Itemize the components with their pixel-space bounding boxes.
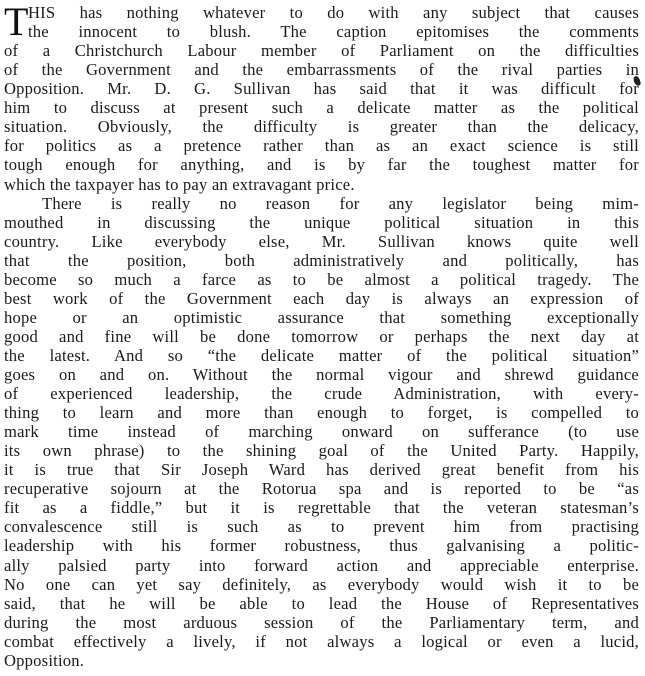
text-line: the latest. And so “the delicate matter of the political situation” [4, 345, 640, 365]
text-line: hope or an optimistic assurance that something exceptionally [4, 307, 639, 327]
text-line: said, that he will be able to lead the House of Representatives [4, 593, 640, 613]
text-line: recuperative sojourn at the Rotorua spa and is reported to be “as [4, 479, 639, 499]
text-line: fit as a fiddle,” but it is regrettable that the veteran statesman’s [4, 498, 639, 518]
text-line: good and fine will be done tomorrow or perhaps the next day at [4, 326, 640, 346]
text-line: combat effectively a lively, if not always a logical or even a lucid, [4, 631, 640, 651]
text-line: of a Christchurch Labour member of Parliament on the difficulties [4, 41, 640, 61]
text-line: that the position, both administratively and politically, has [4, 250, 640, 270]
text-line: of experienced leadership, the crude Administration, with every- [4, 384, 639, 403]
text-line: HIS has nothing whatever to do with any subject that causes [28, 3, 640, 22]
text-line: situation. Obviously, the difficulty is greater than the delicacy, [4, 117, 639, 137]
text-line: mouthed in discussing the unique political situation in this [4, 212, 639, 232]
drop-cap: T [4, 0, 29, 44]
text-line: There is really no reason for any legislator being mim- [42, 193, 640, 213]
text-line: convalescence still is such as to prevent him from practising [4, 517, 640, 537]
text-line: No one can yet say definitely, as everybody would wish it to be [4, 574, 640, 594]
text-line: ally palsied party into forward action and appreciable enterprise. [4, 555, 639, 575]
text-line: goes on and on. Without the normal vigour and shrewd guidance [4, 364, 639, 384]
text-line: become so much a farce as to be almost a political tragedy. The [4, 269, 640, 289]
text-line: mark time instead of marching onward on sufferance (to use [4, 422, 640, 442]
text-line: leadership with his former robustness, thus galvanising a politic- [4, 536, 639, 556]
text-line: best work of the Government each day is always an expression of [4, 288, 639, 308]
text-line: the innocent to blush. The caption epitomises the comments [28, 22, 640, 42]
text-line: tough enough for anything, and is by far the toughest matter for [4, 155, 640, 175]
text-line: Opposition. [4, 650, 85, 670]
text-line: which the taxpayer has to pay an extravagant price. [4, 174, 355, 194]
text-line: it is true that Sir Joseph Ward has derived great benefit from his [4, 460, 640, 480]
text-line: country. Like everybody else, Mr. Sullivan knows quite well [4, 231, 639, 251]
text-line: him to discuss at present such a delicate matter as the political [4, 98, 639, 118]
text-line: of the Government and the embarrassments of the rival parties in [4, 60, 639, 80]
text-line: for politics as a pretence rather than as an exact science is still [4, 136, 639, 156]
text-line: thing to learn and more than enough to forget, is compelled to [4, 403, 640, 423]
text-line: its own phrase) to the shining goal of the United Party. Happily, [4, 441, 639, 461]
text-line: Opposition. Mr. D. G. Sullivan has said that it was difficult for [4, 79, 640, 99]
text-line: during the most arduous session of the Parliamentary term, and [4, 612, 639, 632]
